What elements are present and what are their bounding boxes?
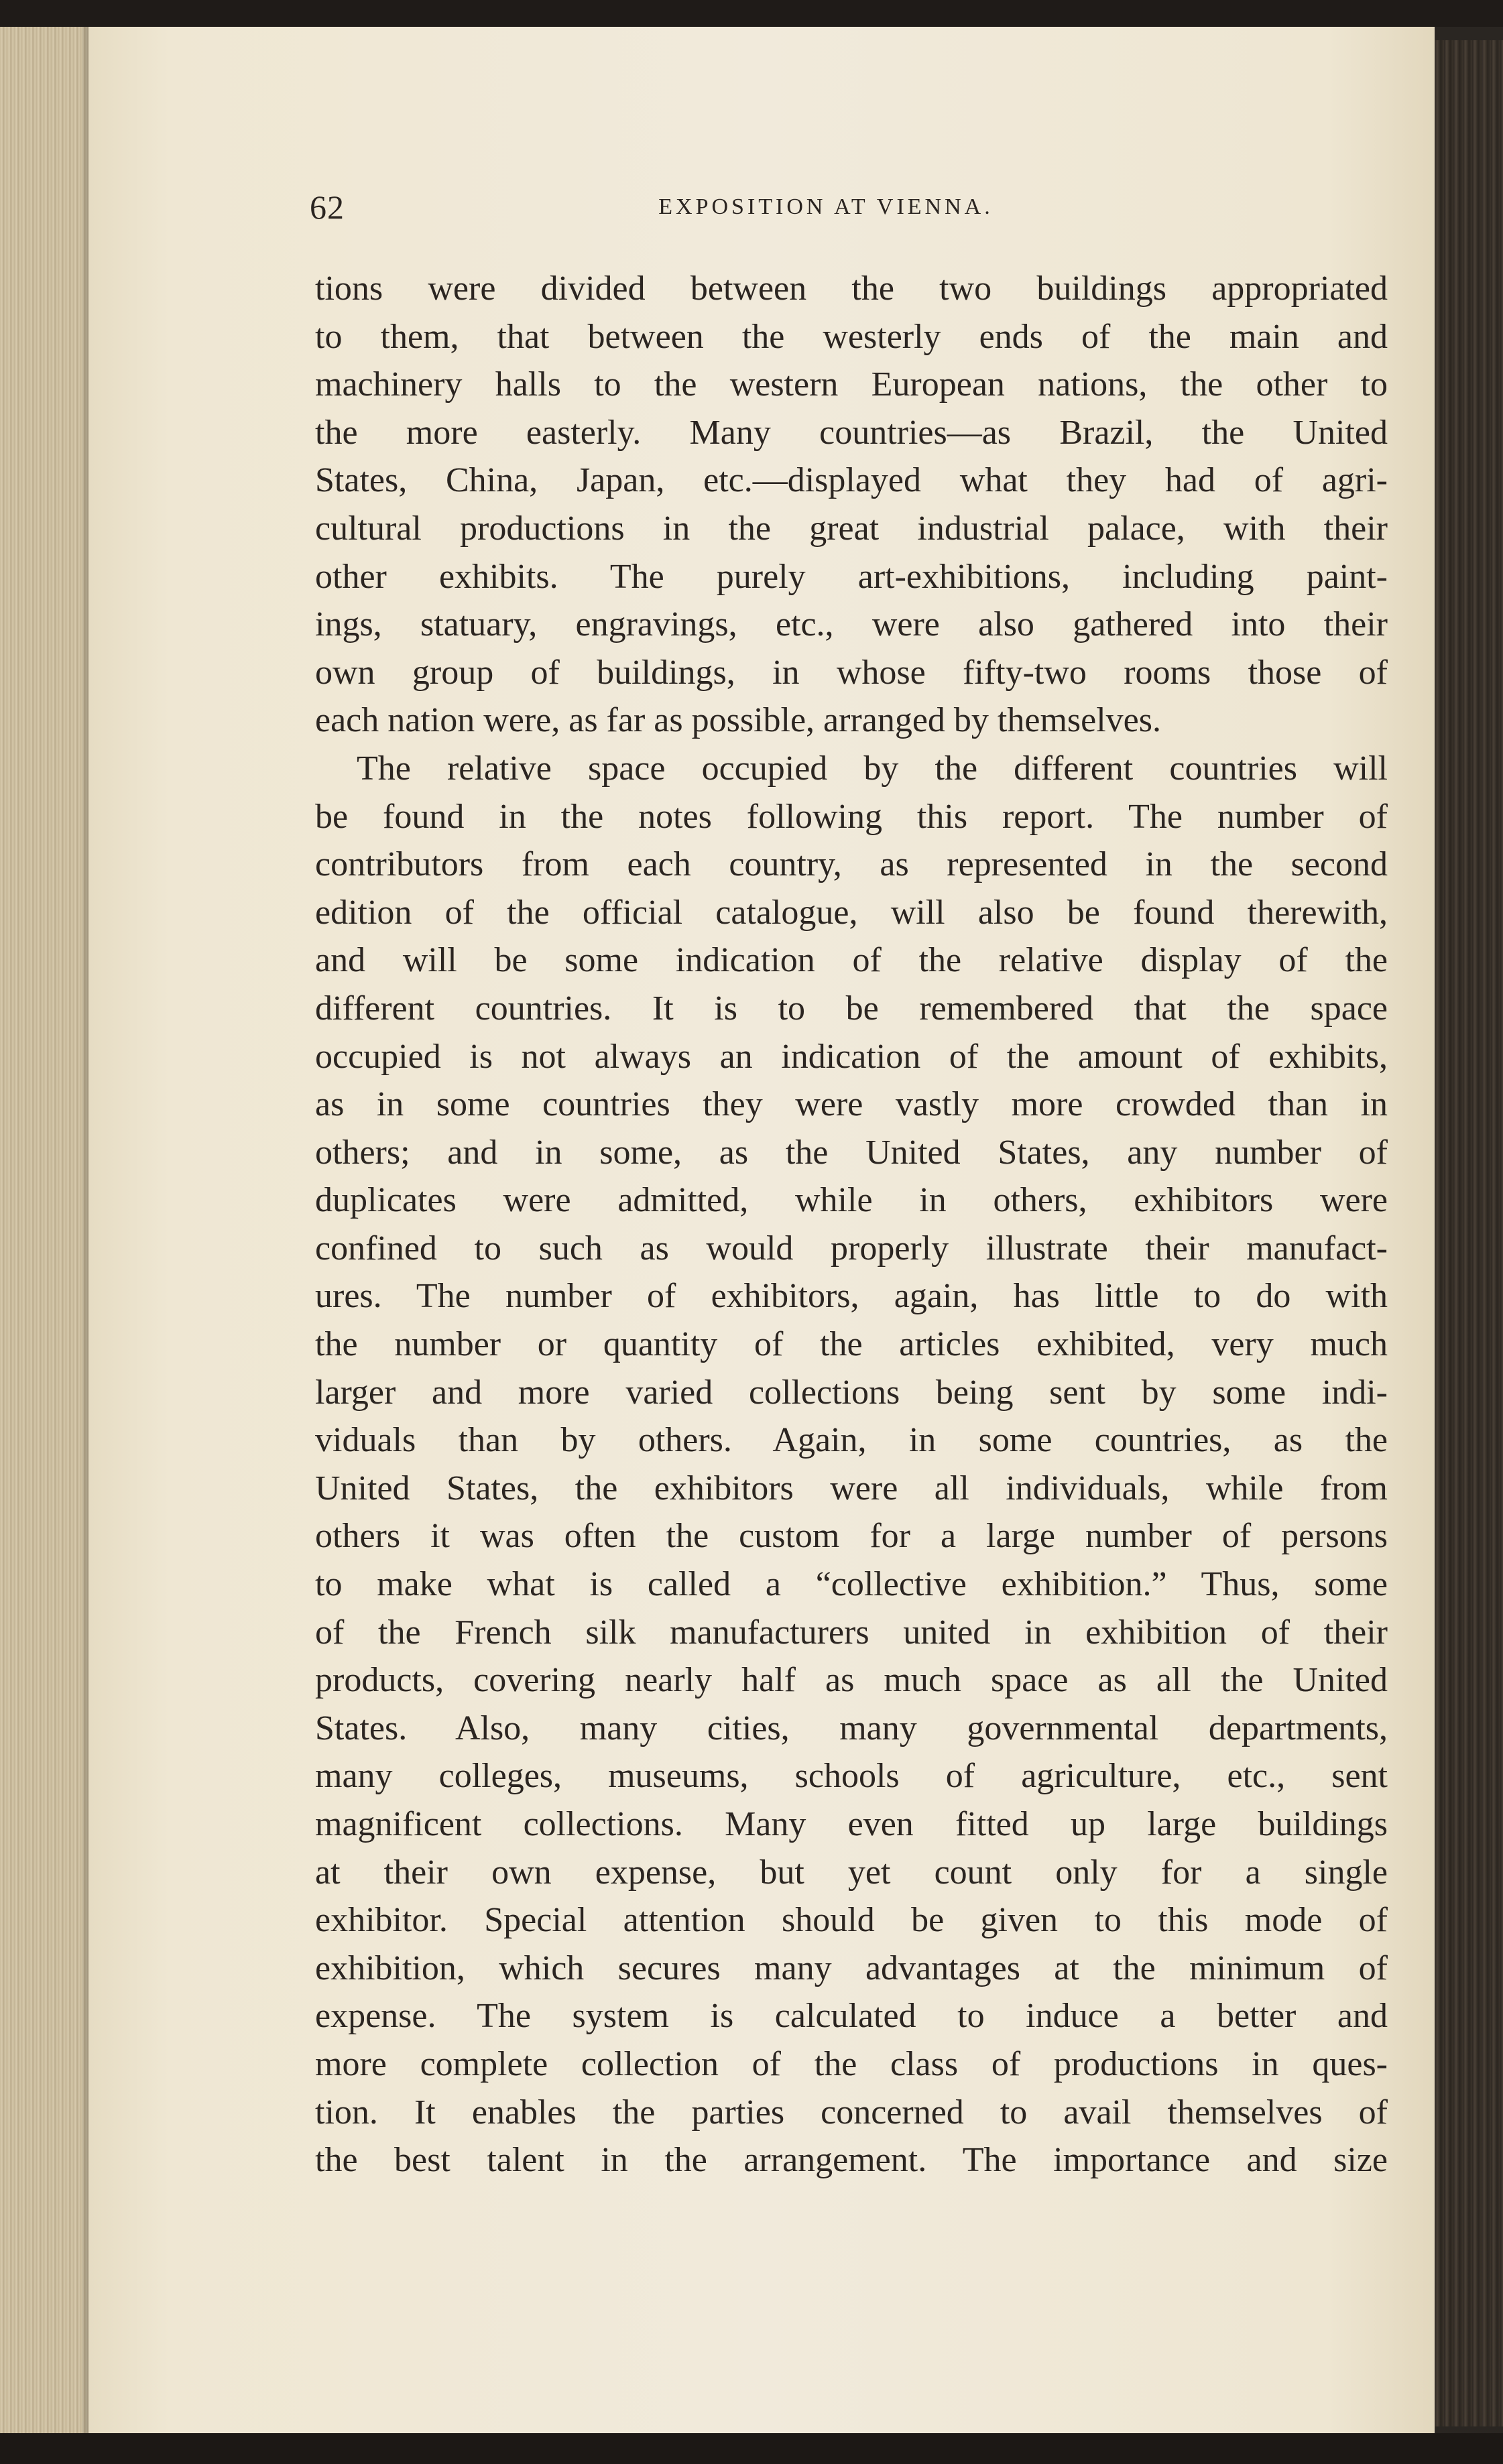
text-line: ings, statuary, engravings, etc., were also gathered into their	[315, 605, 1388, 644]
text-line: the more easterly. Many countries—as Brazil, the United	[315, 413, 1388, 452]
text-line: many colleges, museums, schools of agriculture, etc., sent	[315, 1757, 1388, 1796]
text-line: edition of the official catalogue, will also be found therewith,	[315, 893, 1388, 932]
text-line: as in some countries they were vastly more crowded than in	[315, 1085, 1388, 1124]
text-line: to make what is called a “collective exhibition.” Thus, some	[315, 1565, 1388, 1604]
text-line: and will be some indication of the relative display of the	[315, 941, 1388, 980]
paragraph-first-line: The relative space occupied by the different countries will	[357, 749, 1388, 788]
text-line: at their own expense, but yet count only for a single	[315, 1853, 1388, 1892]
text-line: viduals than by others. Again, in some countries, as the	[315, 1421, 1388, 1460]
text-line: occupied is not always an indication of the amount of exhibits,	[315, 1037, 1388, 1076]
text-line: others; and in some, as the United States, any number of	[315, 1133, 1388, 1172]
book-left-page-edges	[0, 27, 88, 2440]
text-line: expense. The system is calculated to induce a better and	[315, 1997, 1388, 2036]
text-line: the best talent in the arrangement. The importance and size	[315, 2141, 1388, 2180]
text-line: magnificent collections. Many even fitted up large buildings	[315, 1805, 1388, 1843]
text-line: own group of buildings, in whose fifty-two rooms those of	[315, 653, 1388, 692]
page-header	[310, 188, 1342, 235]
text-line: be found in the notes following this report. The number of	[315, 797, 1388, 836]
text-line: each nation were, as far as possible, arranged by themselves.	[315, 701, 1161, 740]
text-line: exhibition, which secures many advantages at the minimum of	[315, 1949, 1388, 1987]
running-head: EXPOSITION AT VIENNA.	[658, 194, 994, 219]
text-line: other exhibits. The purely art-exhibitions, including paint-	[315, 557, 1388, 596]
text-line: machinery halls to the western European nations, the other to	[315, 365, 1388, 404]
text-line: States, China, Japan, etc.—displayed what they had of agri-	[315, 461, 1388, 500]
page-number: 62	[310, 188, 345, 226]
text-line: duplicates were admitted, while in others, exhibitors were	[315, 1181, 1388, 1220]
scan-top-border	[0, 0, 1503, 27]
text-line: tions were divided between the two buildings appropriated	[315, 269, 1388, 308]
text-line: products, covering nearly half as much space as all the United	[315, 1661, 1388, 1700]
text-line: of the French silk manufacturers united in exhibition of their	[315, 1613, 1388, 1652]
scan-bottom-border	[0, 2433, 1503, 2464]
text-line: different countries. It is to be remembered that the space	[315, 989, 1388, 1028]
text-line: to them, that between the westerly ends of the main and	[315, 317, 1388, 356]
book-right-page-edges	[1435, 40, 1503, 2426]
text-line: cultural productions in the great industrial palace, with their	[315, 509, 1388, 548]
text-line: larger and more varied collections being sent by some indi-	[315, 1373, 1388, 1412]
text-line: ures. The number of exhibitors, again, has little to do with	[315, 1277, 1388, 1316]
text-line: the number or quantity of the articles exhibited, very much	[315, 1325, 1388, 1364]
text-line: States. Also, many cities, many governmental departments,	[315, 1709, 1388, 1747]
body-text	[315, 265, 1388, 2184]
text-line: confined to such as would properly illustrate their manufact-	[315, 1229, 1388, 1268]
text-line: contributors from each country, as represented in the second	[315, 845, 1388, 884]
text-line: others it was often the custom for a large number of persons	[315, 1517, 1388, 1556]
text-line: more complete collection of the class of productions in ques-	[315, 2044, 1388, 2083]
text-line: exhibitor. Special attention should be given to this mode of	[315, 1901, 1388, 1940]
text-line: tion. It enables the parties concerned to avail themselves of	[315, 2093, 1388, 2132]
text-line: United States, the exhibitors were all individuals, while from	[315, 1469, 1388, 1507]
